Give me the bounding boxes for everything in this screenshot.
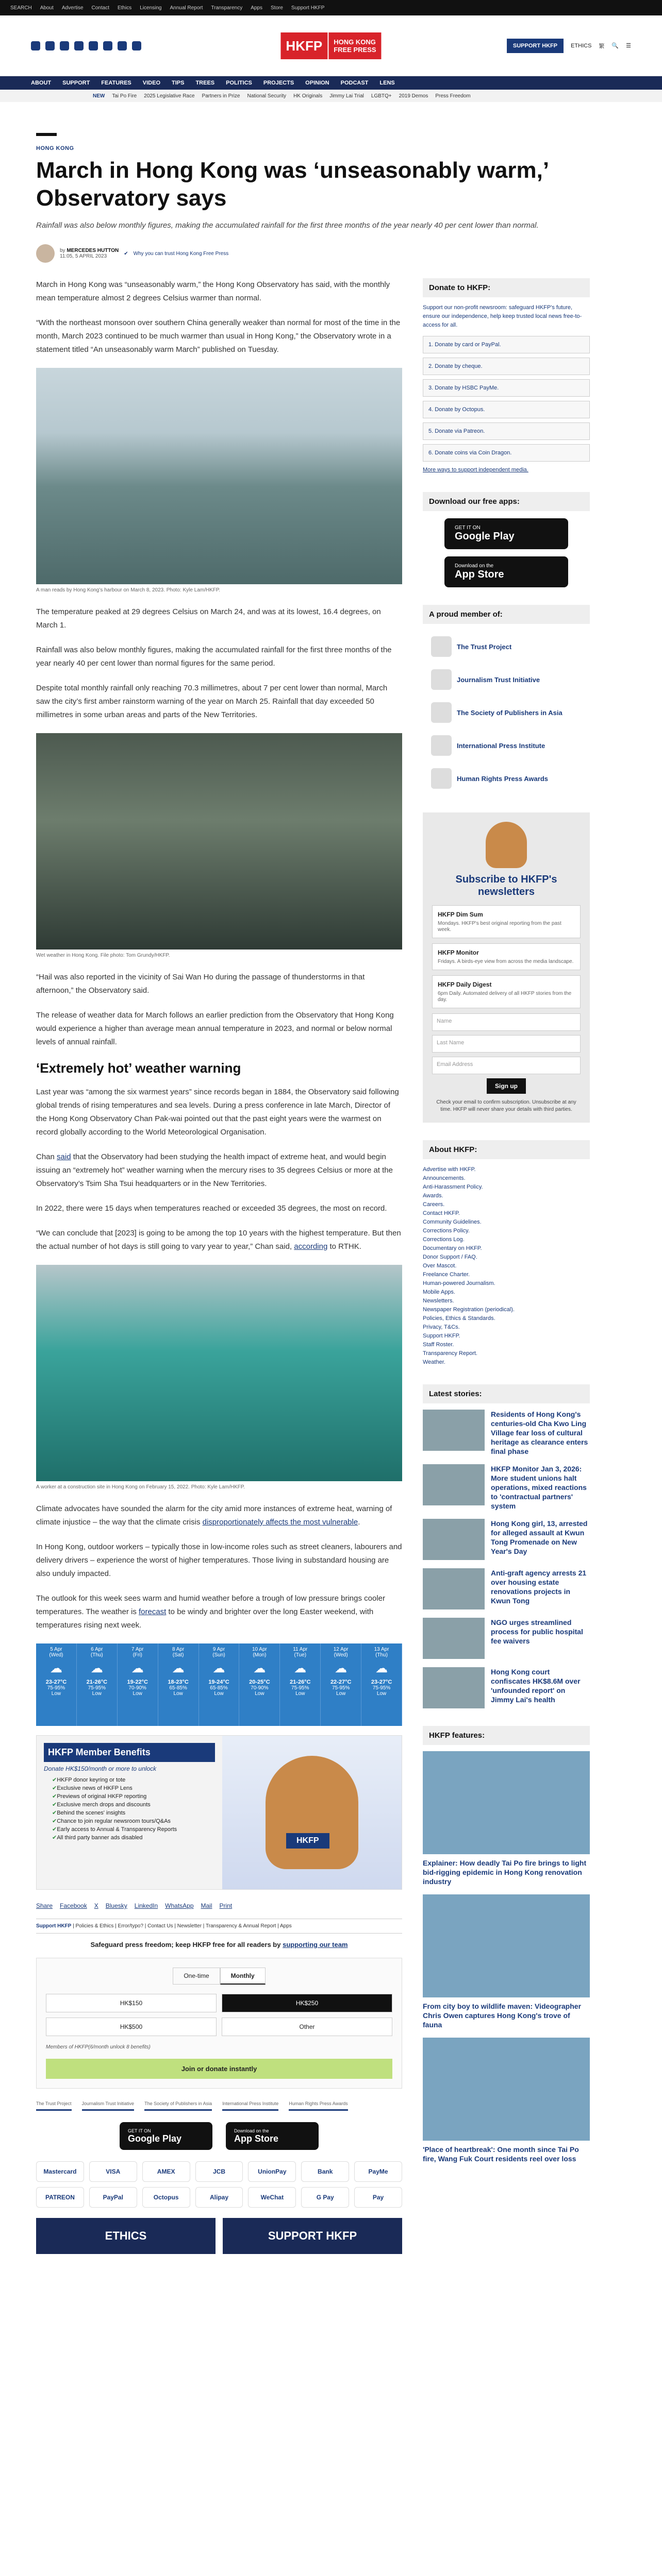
topbar-link[interactable]: Annual Report <box>170 5 203 11</box>
payment-logo: Octopus <box>142 2187 190 2208</box>
story-thumbnail <box>423 1667 485 1708</box>
weather-day <box>77 1643 118 1726</box>
payment-logo: Pay <box>354 2187 402 2208</box>
story-thumbnail <box>423 1618 485 1659</box>
member-logo[interactable]: Journalism Trust Initiative <box>423 663 590 696</box>
telegram-icon[interactable] <box>103 41 112 50</box>
weather-day <box>361 1643 402 1726</box>
forecast-weekday: (Mon) <box>253 1652 267 1658</box>
author-avatar <box>36 244 55 263</box>
benefit-item: ✔ Chance to join regular newsroom tours/Q&As <box>52 1818 215 1824</box>
weather-day <box>118 1643 158 1726</box>
subnav-item[interactable]: National Security <box>247 93 287 99</box>
about-link[interactable]: Policies, Ethics & Standards. <box>423 1315 495 1321</box>
forecast-date: 8 Apr <box>172 1647 185 1652</box>
construction-image <box>36 1265 402 1481</box>
share-link[interactable]: Bluesky <box>105 1902 127 1909</box>
page-title: March in Hong Kong was ‘unseasonably warm,’ Observatory says <box>36 158 548 211</box>
benefit-item: ✔ Behind the scenes' insights <box>52 1809 215 1816</box>
forecast-weekday: (Wed) <box>334 1652 348 1658</box>
weather-icon: ☁ <box>294 1662 307 1675</box>
about-link[interactable]: Donor Support / FAQ. <box>423 1254 477 1260</box>
weather-icon: ☁ <box>49 1662 62 1675</box>
topbar-link[interactable]: About <box>40 5 54 11</box>
story-item[interactable] <box>423 1410 590 1456</box>
rain-image <box>36 733 402 950</box>
benefit-item: ✔ Early access to Annual & Transparency Reports <box>52 1826 215 1833</box>
partner-logos <box>36 2101 402 2111</box>
mascot-image <box>266 1756 358 1869</box>
section-heading: ‘Extremely hot’ weather warning <box>36 1060 241 1076</box>
weather-day <box>239 1643 280 1726</box>
google-play-badge[interactable]: GET IT ON Google Play <box>120 2122 212 2150</box>
payment-logo: PayMe <box>354 2161 402 2182</box>
share-bar <box>36 1902 402 1909</box>
forecast-weekday: (Sun) <box>212 1652 225 1658</box>
feature-image[interactable] <box>423 1751 590 1854</box>
benefit-item: ✔ Previews of original HKFP reporting <box>52 1793 215 1800</box>
forecast-link[interactable]: forecast <box>138 1607 167 1616</box>
signup-button[interactable]: Sign up <box>487 1078 526 1094</box>
weather-icon: ☁ <box>335 1662 347 1675</box>
share-link[interactable]: Print <box>219 1902 233 1909</box>
partner-logo[interactable]: Human Rights Press Awards <box>289 2101 347 2111</box>
nav-item[interactable]: POLITICS <box>226 80 252 86</box>
bottom-banners <box>36 2218 402 2254</box>
about-link[interactable]: Freelance Charter. <box>423 1272 470 1278</box>
weather-icon: ☁ <box>131 1662 144 1675</box>
said-link[interactable]: said <box>57 1153 71 1161</box>
forecast-humidity: 75-95% <box>332 1685 350 1691</box>
about-link[interactable]: Mobile Apps. <box>423 1289 455 1295</box>
about-link[interactable]: Awards. <box>423 1193 443 1199</box>
forecast-temp: 23-27°C <box>45 1679 67 1685</box>
forecast-date: 13 Apr <box>374 1647 389 1652</box>
weather-icon: ☁ <box>90 1662 103 1675</box>
member-logo[interactable]: The Trust Project <box>423 630 590 663</box>
linkedin-icon[interactable] <box>89 41 98 50</box>
feature-title[interactable]: 'Place of heartbreak': One month since Tai Po fire, Wang Fuk Court residents reel over loss <box>423 2145 579 2163</box>
donate-widget: One-time Monthly HK$150 HK$250 HK$500 Other Members of HKFP(6/month unlock 8 benefits) Join or donate instantly <box>36 1958 402 2089</box>
forecast-risk: Low <box>255 1691 264 1697</box>
weather-day <box>199 1643 240 1726</box>
climate-link[interactable]: disproportionately affects the most vulnerable <box>202 1518 358 1527</box>
member-logo[interactable]: Human Rights Press Awards <box>423 762 590 795</box>
site-logo[interactable]: HKFP HONG KONG FREE PRESS <box>280 32 381 59</box>
topbar-link[interactable]: Apps <box>251 5 262 11</box>
forecast-temp: 18-23°C <box>168 1679 189 1685</box>
forecast-weekday: (Wed) <box>49 1652 63 1658</box>
member-icon <box>431 669 452 690</box>
payment-logo: AMEX <box>142 2161 190 2182</box>
donate-method[interactable]: 6. Donate coins via Coin Dragon. <box>423 444 590 462</box>
about-link[interactable]: Human-powered Journalism. <box>423 1280 495 1286</box>
photo-harbour: A man reads by Hong Kong’s harbour on March 8, 2023. Photo: Kyle Lam/HKFP. <box>36 368 402 593</box>
forecast-date: 6 Apr <box>91 1647 103 1652</box>
forecast-date: 10 Apr <box>252 1647 267 1652</box>
benefit-item: ✔ All third party banner ads disabled <box>52 1834 215 1841</box>
nav-item[interactable]: LENS <box>379 80 395 86</box>
share-link[interactable]: WhatsApp <box>165 1902 194 1909</box>
about-link[interactable]: Transparency Report. <box>423 1350 477 1357</box>
subnav-item[interactable]: Press Freedom <box>435 93 471 99</box>
topbar-link[interactable]: SEARCH <box>10 5 32 11</box>
weather-icon: ☁ <box>172 1662 185 1675</box>
share-label: Share <box>36 1902 53 1909</box>
about-link[interactable]: Privacy, T&Cs. <box>423 1324 460 1330</box>
forecast-risk: Low <box>133 1691 142 1697</box>
trust-link[interactable]: Why you can trust Hong Kong Free Press <box>133 250 229 257</box>
amount-option[interactable]: HK$150 <box>46 1994 217 2012</box>
feature-image[interactable] <box>423 2038 590 2141</box>
search-icon[interactable]: 🔍 <box>611 43 619 49</box>
share-link[interactable]: Facebook <box>60 1902 87 1909</box>
donate-method[interactable]: 2. Donate by cheque. <box>423 358 590 375</box>
forecast-temp: 19-22°C <box>127 1679 148 1685</box>
forecast-weekday: (Sat) <box>172 1652 184 1658</box>
category-label[interactable]: HONG KONG <box>36 145 74 151</box>
about-link[interactable]: Newsletters. <box>423 1298 454 1304</box>
app-store-badge[interactable]: Download on the App Store <box>444 556 568 587</box>
forecast-temp: 19-24°C <box>208 1679 229 1685</box>
newsletter-box: Subscribe to HKFP's newsletters HKFP Dim Sum Mondays. HKFP's best original reporting from the past week. HKFP Monitor Fridays. A birds-eye view from across the media landscape. HKFP Daily Digest 6pm Daily. Automated delivery of all HKFP stories from the day. Name Last Name Email Address Sign up Check your email to confirm subscription. Unsubscribe at any time. HKFP will never share your details with third parties. <box>423 812 590 1123</box>
topbar-link[interactable]: Ethics <box>117 5 132 11</box>
support-hkfp-button[interactable]: SUPPORT HKFP <box>507 39 564 53</box>
subnav-item[interactable]: Tai Po Fire <box>112 93 137 99</box>
forecast-humidity: 65-85% <box>210 1685 228 1691</box>
forecast-date: 7 Apr <box>131 1647 144 1652</box>
about-link[interactable]: Careers. <box>423 1201 445 1208</box>
more-ways-link[interactable]: More ways to support independent media. <box>423 467 528 473</box>
subnav-item[interactable]: LGBTQ+ <box>371 93 392 99</box>
newsletter-option[interactable]: HKFP Dim Sum Mondays. HKFP's best original reporting from the past week. <box>432 905 581 938</box>
forecast-humidity: 70-90% <box>128 1685 146 1691</box>
supporting-link[interactable]: supporting our team <box>283 1941 348 1948</box>
payment-logo: Mastercard <box>36 2161 84 2182</box>
article-body: March in Hong Kong was “unseasonably warm,” the Hong Kong Observatory has said, with the monthly mean temperature almost 2 degrees Celsius warmer than normal. “With the northeast monsoon over southern China generally weaker than normal for most of the time in the month, March 2023 continued to be much warmer than usual in Hong Kong,” the Observatory wrote in a statement titled “An unseasonably warm March” published on Tuesday. A man reads by Hong Kong’s harbour on March 8, 2023. Photo: Kyle Lam/HKFP. The temperature peaked at 29 degrees Celsius on March 24, and was at its lowest, 16.4 degrees, on March 1. Rainfall was also below monthly figures, making the accumulated rainfall for the first three months of the year nearly 40 per cent lower than normal figures for the same period. Despite total monthly rainfall only reaching 70.3 millimetres, about 7 per cent lower than normal, March saw the city’s first amber rainstorm warning of the year on March 25. Rainfall that day exceeded 50 millimetres in some urban areas and parts of the New Territories. Wet weather in Hong Kong. File photo: Tom Grundy/HKFP. “Hail was also reported in the vicinity of Sai Wan Ho during the passage of thunderstorms in that afternoon,” the Observatory said. The release of weather data for March follows an earlier prediction from the Observatory that Hong Kong would experience a higher than average mean annual temperature in 2023, and normal or below normal levels of annual rainfall. ‘Extremely hot’ weather warning Last year was “among the six warmest years” since records began in 1884, the Observatory said following global trends of rising temperatures and sea levels. During a press conference in late March, Director of the Hong Kong Observatory Chan Pak-wai pointed out that the past eight years were the warmest on record globally according to the World Meteorological Organisation. Chan said that the Observatory had been studying the health impact of extreme heat, and would begin issuing an “extremely hot” weather warning when the mercury rises to 35 degrees Celsius or more at the Observatory’s Tsim Sha Tsui headquarters or in the New Territories. In 2022, there were 15 days when temperatures reached or exceeded 35 degrees, the most on record. “We can conclude that [2023] is going to be among the top 10 years with the highest temperature. But then the actual number of hot days is still going to vary year to year,” Chan said, according to RTHK. A worker at a construction site in Hong Kong on February 15, 2022. Photo: Kyle Lam/HKFP. Climate advocates have sounded the alarm for the city amid more instances of extreme heat, warning of climate injustice – the way that the climate crisis disproportionately affects the most vulnerable. In Hong Kong, outdoor workers – typically those in low-income roles such as street cleaners, labourers and delivery drivers – experience the worst of higher temperatures. Those living in substandard housing are also unduly impacted. The outlook for this week sees warm and humid weather before a trough of low pressure brings cooler temperatures. The weather is forecast to be windy and brighter over the long Easter weekend, with temperatures rising next week. 5 Apr (Wed) ☁ 23-27°C 75-95% Low 6 Apr (Thu) ☁ 21-26°C 75-95% Low 7 Apr (Fri) ☁ 19-22°C 70-90% Low 8 Apr (Sat) ☁ 18-23°C 65-85% Low 9 Apr (Sun) ☁ 19-24°C 65-85% Low 10 Apr (Mon) ☁ 20-25°C 70-90% Low 11 Apr (Tue) ☁ 21-26°C 75-95% Low 12 Apr (Wed) ☁ 22-27°C 75-95% Low 13 Apr (Thu) ☁ 23-27°C 75-95% Low HKFP Member Benefits Donate HK$150/month or more to unlock ✔ HKFP donor keyring or tote ✔ Exclusive news of HKFP Lens ✔ Previews of original HKFP reporting ✔ Exclusive merch drops and discounts ✔ Behind the scenes' insights ✔ Chance to join regular newsroom tours/Q&As ✔ Early access to Annual & Transparency Reports ✔ All third party banner ads disabled HKFP Share Facebook X Bluesky LinkedIn WhatsApp Mail Print Support HKFP | Policies & Ethics | Error/typo? | Contact Us | Newsletter | Transparency & Annual Report | Apps Safeguard press freedom; keep HKFP free for all readers by supporting our team One-time Monthly HK$150 HK$250 HK$500 Other Members of HKFP(6/month unlock 8 benefits) Join or donate instantly The Trust Project Journalism Trust Initiative The Society of Publishers in Asia International Press Institute Human Rights Press Awards GET IT ON Google Play Download on the App Store Mastercard VISA AMEX JCB UnionPay Bank PayMe PATREON PayPal Octopus Alipay WeChat G Pay Pay ETHICS SUPPORT HKFP <box>0 278 423 2254</box>
x-icon[interactable] <box>45 41 55 50</box>
about-link[interactable]: Over Mascot. <box>423 1263 457 1269</box>
forecast-weekday: (Tue) <box>294 1652 307 1658</box>
nav-item[interactable]: ABOUT <box>31 80 52 86</box>
topbar-link[interactable]: Support HKFP <box>291 5 325 11</box>
nav-item[interactable]: OPINION <box>305 80 329 86</box>
forecast-weekday: (Fri) <box>133 1652 142 1658</box>
forecast-weekday: (Thu) <box>90 1652 103 1658</box>
join-donate-button[interactable]: Join or donate instantly <box>46 2059 392 2079</box>
weather-icon: ☁ <box>212 1662 225 1675</box>
forecast-humidity: 65-85% <box>169 1685 187 1691</box>
onetime-tab[interactable]: One-time <box>173 1968 220 1985</box>
payment-logo: PATREON <box>36 2187 84 2208</box>
member-icon <box>431 702 452 723</box>
nav-item[interactable]: FEATURES <box>101 80 131 86</box>
payment-logo: G Pay <box>301 2187 349 2208</box>
about-link[interactable]: Anti-Harassment Policy. <box>423 1184 483 1190</box>
forecast-weekday: (Thu) <box>375 1652 388 1658</box>
nav-item[interactable]: TREES <box>195 80 215 86</box>
feature-image[interactable] <box>423 1894 590 1997</box>
about-link[interactable]: Corrections Log. <box>423 1236 465 1243</box>
forecast-temp: 21-26°C <box>290 1679 311 1685</box>
partner-logo[interactable]: The Society of Publishers in Asia <box>144 2101 212 2111</box>
nav-item[interactable]: TIPS <box>172 80 185 86</box>
about-link[interactable]: Advertise with HKFP. <box>423 1166 476 1173</box>
safeguard-text: Safeguard press freedom; keep HKFP free for all readers by supporting our team <box>90 1941 348 1948</box>
forecast-date: 9 Apr <box>212 1647 225 1652</box>
sub-nav <box>0 90 662 102</box>
benefit-item: ✔ Exclusive merch drops and discounts <box>52 1801 215 1808</box>
subnav-item[interactable]: HK Originals <box>293 93 323 99</box>
share-link[interactable]: LinkedIn <box>134 1902 158 1909</box>
site-header <box>0 15 662 76</box>
newsletter-input[interactable]: Name <box>432 1013 581 1031</box>
photo-rain: Wet weather in Hong Kong. File photo: Tom Grundy/HKFP. <box>36 733 402 958</box>
newsletter-input[interactable]: Email Address <box>432 1057 581 1074</box>
forecast-temp: 21-26°C <box>86 1679 108 1685</box>
about-link[interactable]: Community Guidelines. <box>423 1219 482 1225</box>
share-link[interactable]: Mail <box>201 1902 212 1909</box>
nav-item[interactable]: PODCAST <box>340 80 369 86</box>
benefit-item: ✔ Exclusive news of HKFP Lens <box>52 1785 215 1791</box>
hamburger-icon[interactable]: ☰ <box>626 43 631 49</box>
monthly-tab[interactable]: Monthly <box>220 1968 266 1985</box>
ethics-link[interactable]: ETHICS <box>571 42 592 49</box>
about-link[interactable]: Documentary on HKFP. <box>423 1245 482 1251</box>
about-link[interactable]: Announcements. <box>423 1175 466 1181</box>
member-benefits-promo[interactable]: HKFP Member Benefits Donate HK$150/month or more to unlock ✔ HKFP donor keyring or tote ✔ Exclusive news of HKFP Lens ✔ Previews of original HKFP reporting ✔ Exclusive merch drops and discounts ✔ Behind the scenes' insights ✔ Chance to join regular newsroom tours/Q&As ✔ Early access to Annual & Transparency Reports ✔ All third party banner ads disabled HKFP <box>36 1735 402 1890</box>
newsletter-option[interactable]: HKFP Daily Digest 6pm Daily. Automated delivery of all HKFP stories from the day. <box>432 975 581 1008</box>
topbar-link[interactable]: Transparency <box>211 5 243 11</box>
bottom-banner[interactable]: ETHICS <box>36 2218 216 2254</box>
forecast-risk: Low <box>173 1691 183 1697</box>
title-rule <box>36 133 57 136</box>
about-link[interactable]: Weather. <box>423 1359 445 1365</box>
payment-logo: Bank <box>301 2161 349 2182</box>
forecast-date: 11 Apr <box>293 1647 308 1652</box>
story-title[interactable]: HKFP Monitor Jan 3, 2026: More student unions halt operations, mixed reactions to 'contractual partners' system <box>491 1465 587 1510</box>
footer-links: Support HKFP | Policies & Ethics | Error/typo? | Contact Us | Newsletter | Transparency & Annual Report | Apps <box>36 1919 402 1934</box>
donate-intro-link[interactable]: Support our non-profit newsroom: safeguard HKFP's future, ensure our independence, help keep trusted local news free-to-access for all. <box>423 304 582 328</box>
subnav-item[interactable]: Partners in Prize <box>202 93 240 99</box>
byline: by MERCEDES HUTTON 11:05, 5 APRIL 2023 ✔ Why you can trust Hong Kong Free Press <box>36 244 662 263</box>
share-link[interactable]: X <box>94 1902 98 1909</box>
weather-day <box>36 1643 77 1726</box>
topbar-link[interactable]: Store <box>271 5 283 11</box>
about-link[interactable]: Newspaper Registration (periodical). <box>423 1307 515 1313</box>
donate-method[interactable]: 4. Donate by Octopus. <box>423 401 590 418</box>
story-item[interactable] <box>423 1568 590 1609</box>
feature-title[interactable]: From city boy to wildlife maven: Videographer Chris Owen captures Hong Kong's trove of fauna <box>423 2002 582 2029</box>
forecast-humidity: 75-95% <box>47 1685 65 1691</box>
topbar-link[interactable]: Licensing <box>140 5 162 11</box>
forecast-risk: Low <box>336 1691 346 1697</box>
member-icon <box>431 636 452 657</box>
forecast-humidity: 70-90% <box>251 1685 269 1691</box>
forecast-risk: Low <box>295 1691 305 1697</box>
nav-item[interactable]: SUPPORT <box>62 80 90 86</box>
photo-construction: A worker at a construction site in Hong Kong on February 15, 2022. Photo: Kyle Lam/HKFP. <box>36 1265 402 1490</box>
donate-method[interactable]: 3. Donate by HSBC PayMe. <box>423 379 590 397</box>
nav-item[interactable]: PROJECTS <box>263 80 294 86</box>
forecast-humidity: 75-95% <box>372 1685 391 1691</box>
mascot-image <box>486 822 527 868</box>
bottom-banner[interactable]: SUPPORT HKFP <box>223 2218 402 2254</box>
amount-option[interactable]: Other <box>222 2018 392 2036</box>
forecast-humidity: 75-95% <box>88 1685 106 1691</box>
forecast-date: 12 Apr <box>333 1647 349 1652</box>
about-link[interactable]: Contact HKFP. <box>423 1210 460 1216</box>
forecast-humidity: 75-95% <box>291 1685 309 1691</box>
member-icon <box>431 735 452 756</box>
story-title[interactable]: Hong Kong girl, 13, arrested for alleged assault at Kwun Tong Promenade on New Year's Day <box>491 1519 588 1555</box>
benefit-item: ✔ HKFP donor keyring or tote <box>52 1776 215 1783</box>
article-lede: Rainfall was also below monthly figures, making the accumulated rainfall for the first three months of the year nearly 40 per cent lower than normal. <box>36 221 539 230</box>
google-play-badge[interactable]: GET IT ON Google Play <box>444 518 568 549</box>
amount-option[interactable]: HK$250 <box>222 1994 392 2012</box>
nav-item[interactable]: VIDEO <box>142 80 160 86</box>
publish-date: 11:05, 5 APRIL 2023 <box>60 253 107 259</box>
story-item[interactable] <box>423 1667 590 1708</box>
forecast-risk: Low <box>92 1691 102 1697</box>
forecast-risk: Low <box>214 1691 224 1697</box>
partner-logo[interactable]: International Press Institute <box>222 2101 278 2111</box>
story-title[interactable]: Anti-graft agency arrests 21 over housing estate renovations projects in Kwun Tong <box>491 1569 587 1605</box>
story-thumbnail <box>423 1464 485 1505</box>
author-name[interactable]: MERCEDES HUTTON <box>67 248 119 253</box>
bluesky-icon[interactable] <box>118 41 127 50</box>
payment-logo: VISA <box>89 2161 137 2182</box>
app-store-badge[interactable]: Download on the App Store <box>226 2122 319 2150</box>
forecast-temp: 23-27°C <box>371 1679 392 1685</box>
forecast-risk: Low <box>376 1691 387 1697</box>
sidebar: Donate to HKFP: Support our non-profit newsroom: safeguard HKFP's future, ensure our independence, help keep trusted local news free-to-access for all. 1. Donate by card or PayPal. 2. Donate by cheque. 3. Donate by HSBC PayMe. 4. Donate by Octopus. 5. Donate via Patreon. 6. Donate coins via Coin Dragon. More ways to support independent media. Download our free apps: GET IT ON Google Play Download on the App Store A proud member of: The Trust Project Journalism Trust Initiative The Society of Publishers in Asia International Press Institute Human Rights Press Awards Subscribe to HKFP's newsletters HKFP Dim Sum Mondays. HKFP's best original reporting from the past week. HKFP Monitor Fridays. A birds-eye view from across the media landscape. HKFP Daily Digest 6pm Daily. Automated delivery of all HKFP stories from the day. Name Last Name Email Address Sign up Check your email to confirm subscription. Unsubscribe at any time. HKFP will never share your details with third parties. About HKFP: Advertise with HKFP. Announcements. Anti-Harassment Policy. Awards. Careers. Contact HKFP. Community Guidelines. Corrections Policy. Corrections Log. Documentary on HKFP. Donor Support / FAQ. Over Mascot. Freelance Charter. Human-powered Journalism. Mobile Apps. Newsletters. Newspaper Registration (periodical). Policies, Ethics & Standards. Privacy, T&Cs. Support HKFP. Staff Roster. Transparency Report. Weather. Latest stories: Residents of Hong Kong's centuries-old Cha Kwo Ling Village fear loss of cultural heritage as clearance enters final phase HKFP Monitor Jan 3, 2026: More student unions halt operations, mixed reactions to 'contractual partners' system Hong Kong girl, 13, arrested for alleged assault at Kwun Tong Promenade on New Year's Day Anti-graft agency arrests 21 over housing estate renovations projects in Kwun Tong NGO urges streamlined process for public hospital fee waivers Hong Kong court confiscates HK$8.6M over 'unfounded report' on Jimmy Lai's health HKFP features: Explainer: How deadly Tai Po fire brings to light bid-rigging epidemic in Hong Kong renovation industry From city boy to wildlife maven: Videographer Chris Owen captures Hong Kong's trove of fauna 'Place of heartbreak': One month since Tai Po fire, Wang Fuk Court residents reel over loss <box>423 278 626 2254</box>
story-item[interactable] <box>423 1519 590 1560</box>
facebook-icon[interactable] <box>31 41 40 50</box>
story-item[interactable] <box>423 1618 590 1659</box>
forecast-risk: Low <box>51 1691 61 1697</box>
member-logo[interactable]: The Society of Publishers in Asia <box>423 696 590 729</box>
weather-day <box>280 1643 321 1726</box>
payment-logo: UnionPay <box>248 2161 296 2182</box>
donate-method[interactable]: 5. Donate via Patreon. <box>423 422 590 440</box>
about-link[interactable]: Support HKFP. <box>423 1333 460 1339</box>
payment-logo: JCB <box>195 2161 243 2182</box>
shield-icon: ✔ <box>124 250 128 257</box>
forecast-temp: 20-25°C <box>249 1679 270 1685</box>
newsletter-option[interactable]: HKFP Monitor Fridays. A birds-eye view from across the media landscape. <box>432 943 581 970</box>
member-logo[interactable]: International Press Institute <box>423 729 590 762</box>
main-nav <box>0 76 662 90</box>
payment-logo: WeChat <box>248 2187 296 2208</box>
forecast-date: 5 Apr <box>50 1647 62 1652</box>
youtube-icon[interactable] <box>74 41 84 50</box>
story-title[interactable]: Residents of Hong Kong's centuries-old Cha Kwo Ling Village fear loss of cultural heritage as clearance enters final phase <box>491 1410 588 1455</box>
feature-title[interactable]: Explainer: How deadly Tai Po fire brings to light bid-rigging epidemic in Hong Kong renovation industry <box>423 1859 587 1886</box>
weather-day <box>321 1643 361 1726</box>
weather-icon: ☁ <box>253 1662 266 1675</box>
forecast-temp: 22-27°C <box>330 1679 352 1685</box>
story-title[interactable]: NGO urges streamlined process for public hospital fee waivers <box>491 1618 583 1645</box>
about-link[interactable]: Staff Roster. <box>423 1342 454 1348</box>
partner-logo[interactable]: Journalism Trust Initiative <box>82 2101 135 2111</box>
member-icon <box>431 768 452 789</box>
subnav-item[interactable]: 2019 Demos <box>399 93 428 99</box>
weather-icon: ☁ <box>375 1662 388 1675</box>
language-toggle[interactable]: 繁 <box>599 43 605 49</box>
payment-methods <box>36 2161 402 2208</box>
subnav-item[interactable]: Jimmy Lai Trial <box>329 93 364 99</box>
social-icons <box>31 41 141 50</box>
weather-forecast <box>36 1643 402 1726</box>
payment-logo: Alipay <box>195 2187 243 2208</box>
payment-logo: PayPal <box>89 2187 137 2208</box>
newsletter-input[interactable]: Last Name <box>432 1035 581 1053</box>
rss-icon[interactable] <box>132 41 141 50</box>
donate-method[interactable]: 1. Donate by card or PayPal. <box>423 336 590 353</box>
instagram-icon[interactable] <box>60 41 69 50</box>
top-bar <box>0 0 662 15</box>
according-link[interactable]: according <box>294 1242 328 1251</box>
story-thumbnail <box>423 1410 485 1451</box>
story-title[interactable]: Hong Kong court confiscates HK$8.6M over 'unfounded report' on Jimmy Lai's health <box>491 1668 581 1704</box>
weather-day <box>158 1643 199 1726</box>
topbar-link[interactable]: Contact <box>91 5 109 11</box>
story-thumbnail <box>423 1568 485 1609</box>
story-thumbnail <box>423 1519 485 1560</box>
harbour-image <box>36 368 402 584</box>
story-item[interactable] <box>423 1464 590 1511</box>
topbar-link[interactable]: Advertise <box>61 5 84 11</box>
partner-logo[interactable]: The Trust Project <box>36 2101 72 2111</box>
amount-option[interactable]: HK$500 <box>46 2018 217 2036</box>
subnav-item[interactable]: 2025 Legislative Race <box>144 93 195 99</box>
about-link[interactable]: Corrections Policy. <box>423 1228 470 1234</box>
new-badge: NEW <box>93 93 105 99</box>
